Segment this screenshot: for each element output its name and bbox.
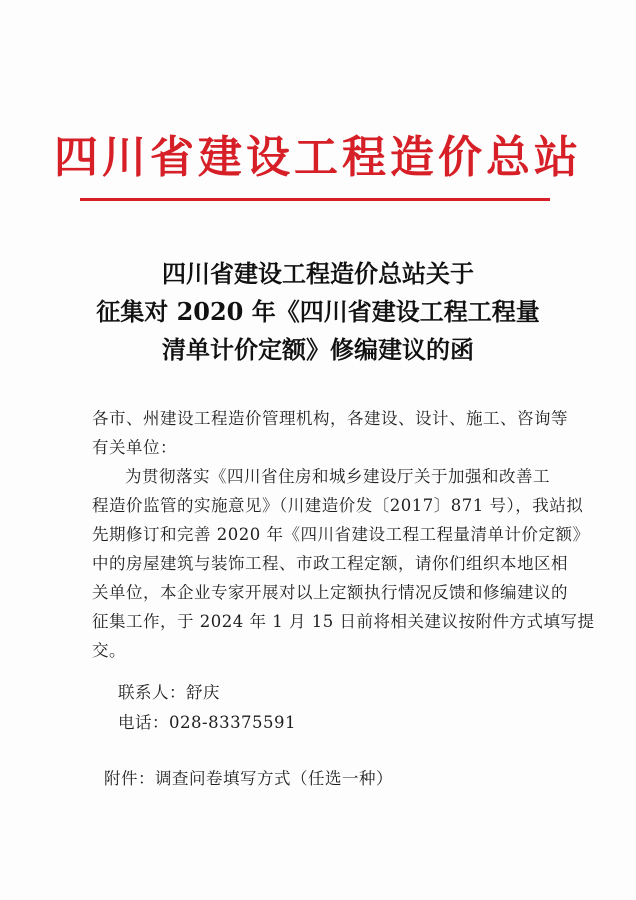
title-line-2: 征集对 2020 年《四川省建设工程工程量 xyxy=(96,297,540,326)
body-line-2: 程造价监管的实施意见》（川建造价发〔2017〕871 号），我站拟 xyxy=(92,496,584,515)
body-paragraph xyxy=(92,462,595,665)
body-line-6: 征集工作，于 2024 年 1 月 15 日前将相关建议按附件方式填写提 xyxy=(92,612,595,631)
body-line-1: 为贯彻落实《四川省住房和城乡建设厅关于加强和改善工 xyxy=(125,467,550,486)
body-line-3: 先期修订和完善 2020 年《四川省建设工程工程量清单计价定额》 xyxy=(92,525,590,544)
letterhead-org-name: 四川省建设工程造价总站 xyxy=(54,132,582,183)
letterhead-red-rule xyxy=(80,198,550,201)
document-title xyxy=(0,255,636,369)
contact-phone: 电话：028-83375591 xyxy=(118,713,297,732)
body-line-4: 中的房屋建筑与装饰工程、市政工程定额，请你们组织本地区相 xyxy=(92,554,568,573)
salutation-line-2: 有关单位： xyxy=(92,438,177,457)
attachment-note: 附件：调查问卷填写方式（任选一种） xyxy=(104,769,393,788)
contact-person: 联系人：舒庆 xyxy=(118,683,220,702)
title-line-3: 清单计价定额》修编建议的函 xyxy=(162,335,474,364)
salutation-line-1: 各市、州建设工程造价管理机构，各建设、设计、施工、咨询等 xyxy=(92,409,568,428)
body-line-7: 交。 xyxy=(92,641,126,660)
salutation xyxy=(92,404,568,462)
title-line-1: 四川省建设工程造价总站关于 xyxy=(162,259,474,288)
body-line-5: 关单位，本企业专家开展对以上定额执行情况反馈和修编建议的 xyxy=(92,583,568,602)
